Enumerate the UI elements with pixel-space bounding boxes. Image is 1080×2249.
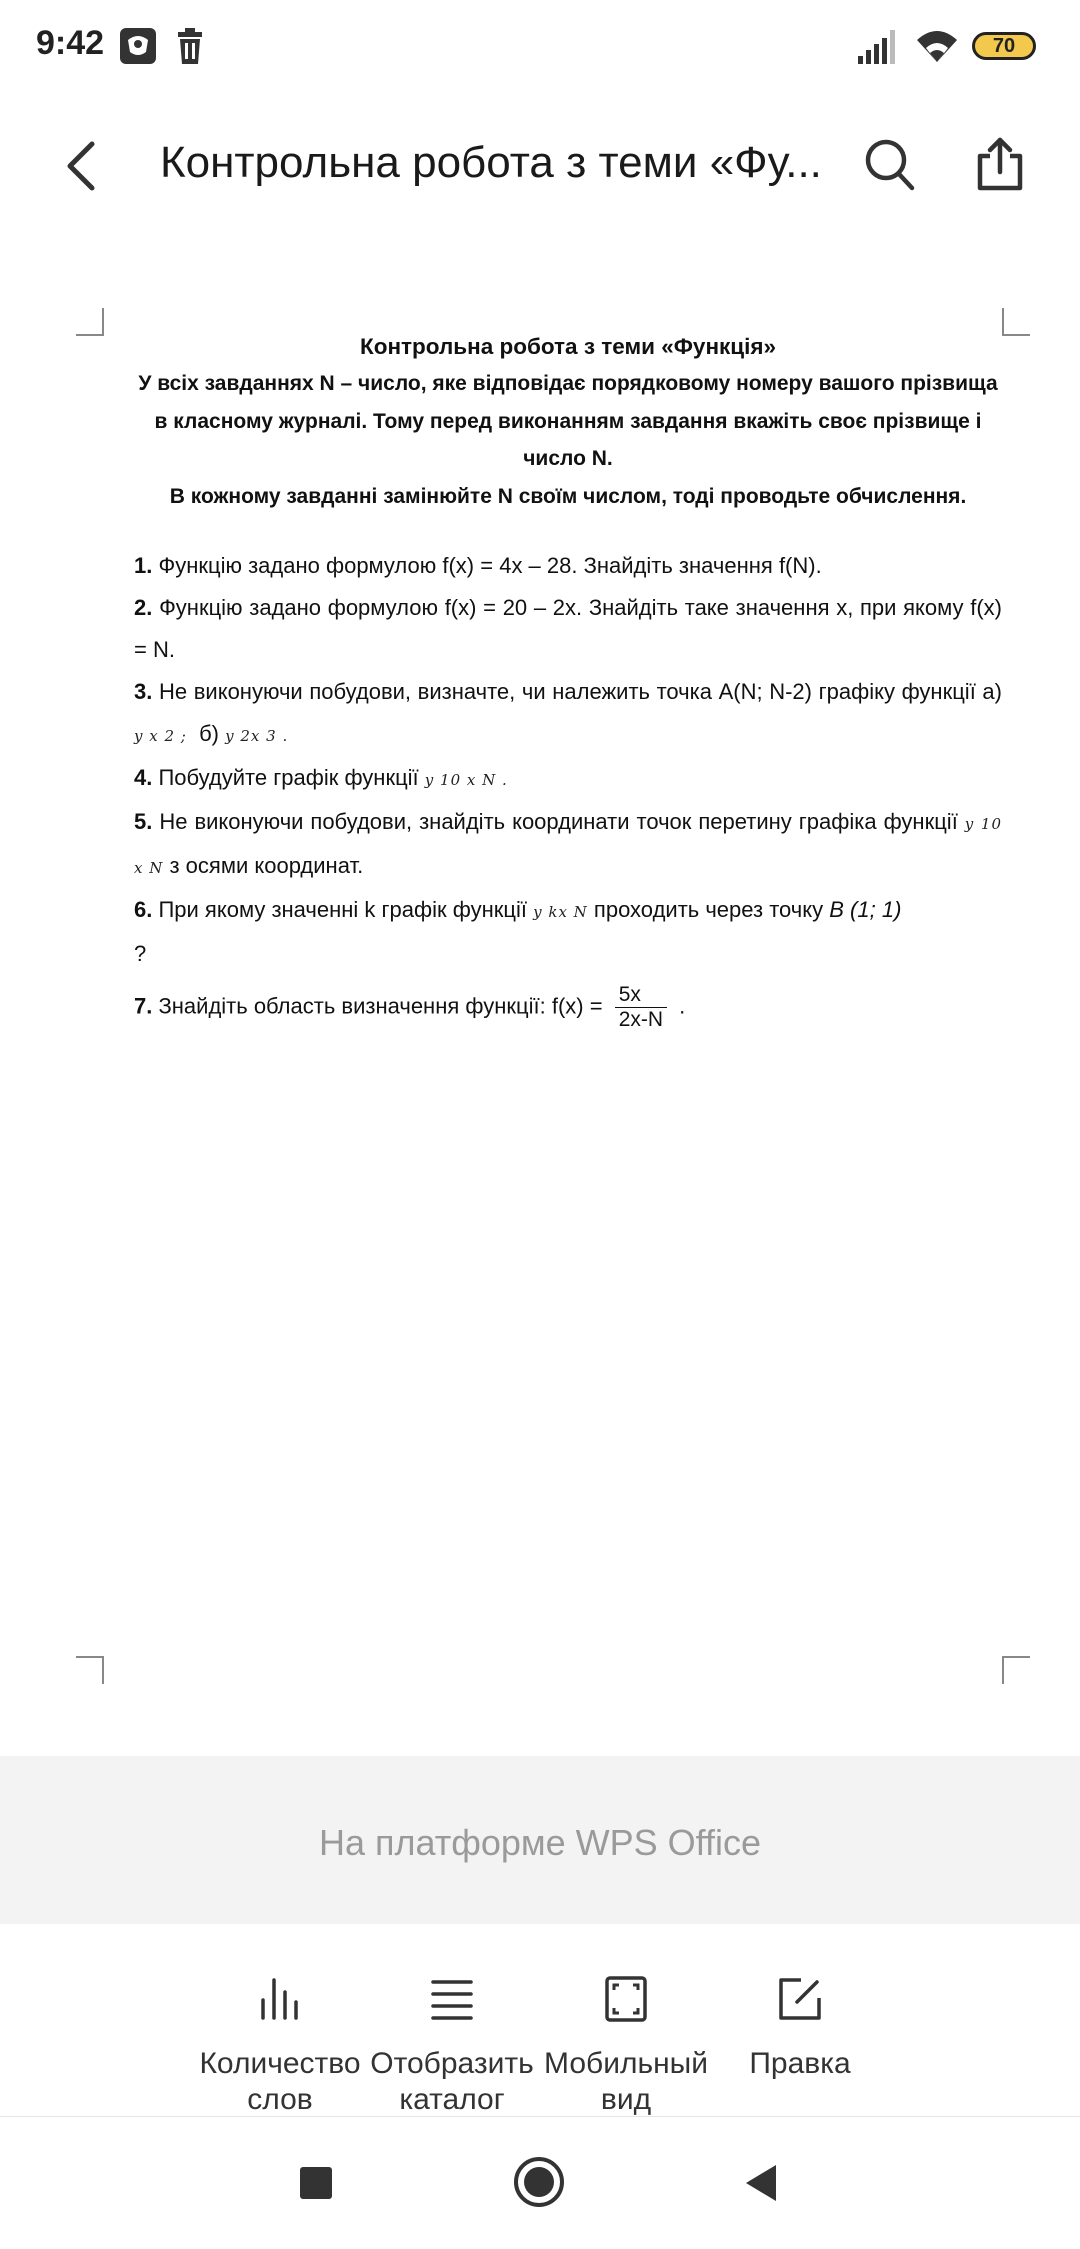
task-text: B (1; 1) <box>829 897 902 922</box>
tool-label: Правка <box>749 2047 851 2080</box>
task-text: Не виконуючи побудови, знайдіть координати точок перетину графіка функції <box>159 809 958 834</box>
home-icon[interactable] <box>512 2155 566 2209</box>
navigation-bar <box>0 2116 1080 2249</box>
bar-chart-icon <box>255 1974 305 2024</box>
task-item <box>134 545 1002 587</box>
task-number: 1. <box>134 553 153 578</box>
task-text: Побудуйте графік функції <box>158 765 419 790</box>
task-item <box>134 889 1002 975</box>
task-text: Не виконуючи побудови, визначте, чи належить точка A(N; N-2) графіку функції а) <box>158 679 1002 704</box>
trash-icon <box>170 26 210 66</box>
formula: y 10 x N <box>134 815 1002 877</box>
back-icon[interactable] <box>738 2159 786 2207</box>
page-corner-mark <box>1002 308 1030 336</box>
recent-apps-icon[interactable] <box>292 2159 340 2207</box>
page-corner-mark <box>1002 1656 1030 1684</box>
app-header <box>0 96 1080 236</box>
task-number: 5. <box>134 809 153 834</box>
intro-line: У всіх завданнях N – число, яке відповідає порядковому номеру вашого прізвища <box>138 372 998 395</box>
document-page[interactable] <box>0 236 1080 1756</box>
task-text: Знайдіть область визначення функції: f(x) = <box>158 993 603 1019</box>
task-item <box>134 587 1002 671</box>
document-title: Контрольна робота з теми «Фу... <box>160 138 822 187</box>
tool-label: Количество <box>199 2047 361 2080</box>
task-item <box>134 801 1002 889</box>
task-text: При якому значенні k графік функції <box>158 897 527 922</box>
task-number: 4. <box>134 765 153 790</box>
show-catalog-button[interactable] <box>362 1974 542 2118</box>
intro-line: В кожному завданні замінюйте N своїм числом, тоді проводьте обчислення. <box>169 484 967 508</box>
app-notification-icon <box>118 26 158 66</box>
task-text: . <box>679 993 686 1019</box>
fraction-numerator: 5x <box>615 983 667 1008</box>
status-time: 9:42 <box>36 24 105 62</box>
formula: y x 2 ; <box>134 727 187 745</box>
task-item <box>134 757 1002 801</box>
formula: y 10 x N . <box>424 771 508 789</box>
wps-banner <box>0 1756 1080 1924</box>
tool-label: вид <box>600 2083 652 2116</box>
task-text: з осями координат. <box>169 853 364 878</box>
edit-button[interactable] <box>710 1974 890 2082</box>
fraction <box>615 983 667 1032</box>
list-icon <box>427 1974 477 2024</box>
tool-label: Отобразить <box>370 2047 534 2080</box>
edit-icon <box>775 1974 825 2024</box>
task-text: Функцію задано формулою f(x) = 4x – 28. Знайдіть значення f(N). <box>158 553 822 578</box>
task-number: 7. <box>134 993 153 1019</box>
task-number: 6. <box>134 897 153 922</box>
back-arrow-icon[interactable] <box>56 136 106 196</box>
word-count-button[interactable] <box>190 1974 370 2118</box>
document-body <box>134 328 1002 1032</box>
battery-icon: 70 <box>972 32 1036 60</box>
tool-label: Мобильный <box>544 2047 708 2080</box>
status-bar <box>0 0 1080 96</box>
tool-label: каталог <box>399 2083 505 2116</box>
intro-line: число N. <box>523 447 613 470</box>
task-text: проходить через точку <box>593 897 824 922</box>
task-text: Функцію задано формулою f(x) = 20 – 2x. Знайдіть таке значення x, при якому f(x) = N. <box>134 595 1002 662</box>
signal-icon <box>856 26 900 66</box>
share-icon[interactable] <box>972 134 1028 194</box>
task-item <box>134 983 1002 1032</box>
bottom-toolbar <box>0 1924 1080 2116</box>
formula: y kx N <box>533 903 588 921</box>
task-text: ? <box>134 941 147 966</box>
page-corner-mark <box>76 308 104 336</box>
mobile-view-button[interactable] <box>536 1974 716 2118</box>
task-number: 3. <box>134 679 153 704</box>
fraction-denominator: 2x-N <box>618 1008 664 1031</box>
task-text: б) <box>199 721 220 746</box>
task-number: 2. <box>134 595 153 620</box>
page-corner-mark <box>76 1656 104 1684</box>
wps-banner-text: На платформе WPS Office <box>318 1822 762 1863</box>
wifi-icon <box>914 26 960 66</box>
tool-label: слов <box>247 2083 313 2116</box>
intro-line: в класному журналі. Тому перед виконанням завдання вкажіть своє прізвище і <box>154 409 982 433</box>
formula: y 2x 3 . <box>225 727 289 745</box>
document-heading: Контрольна робота з теми «Функція» <box>359 334 777 359</box>
search-icon[interactable] <box>862 134 918 194</box>
fullscreen-icon <box>601 1974 651 2024</box>
task-item <box>134 671 1002 757</box>
